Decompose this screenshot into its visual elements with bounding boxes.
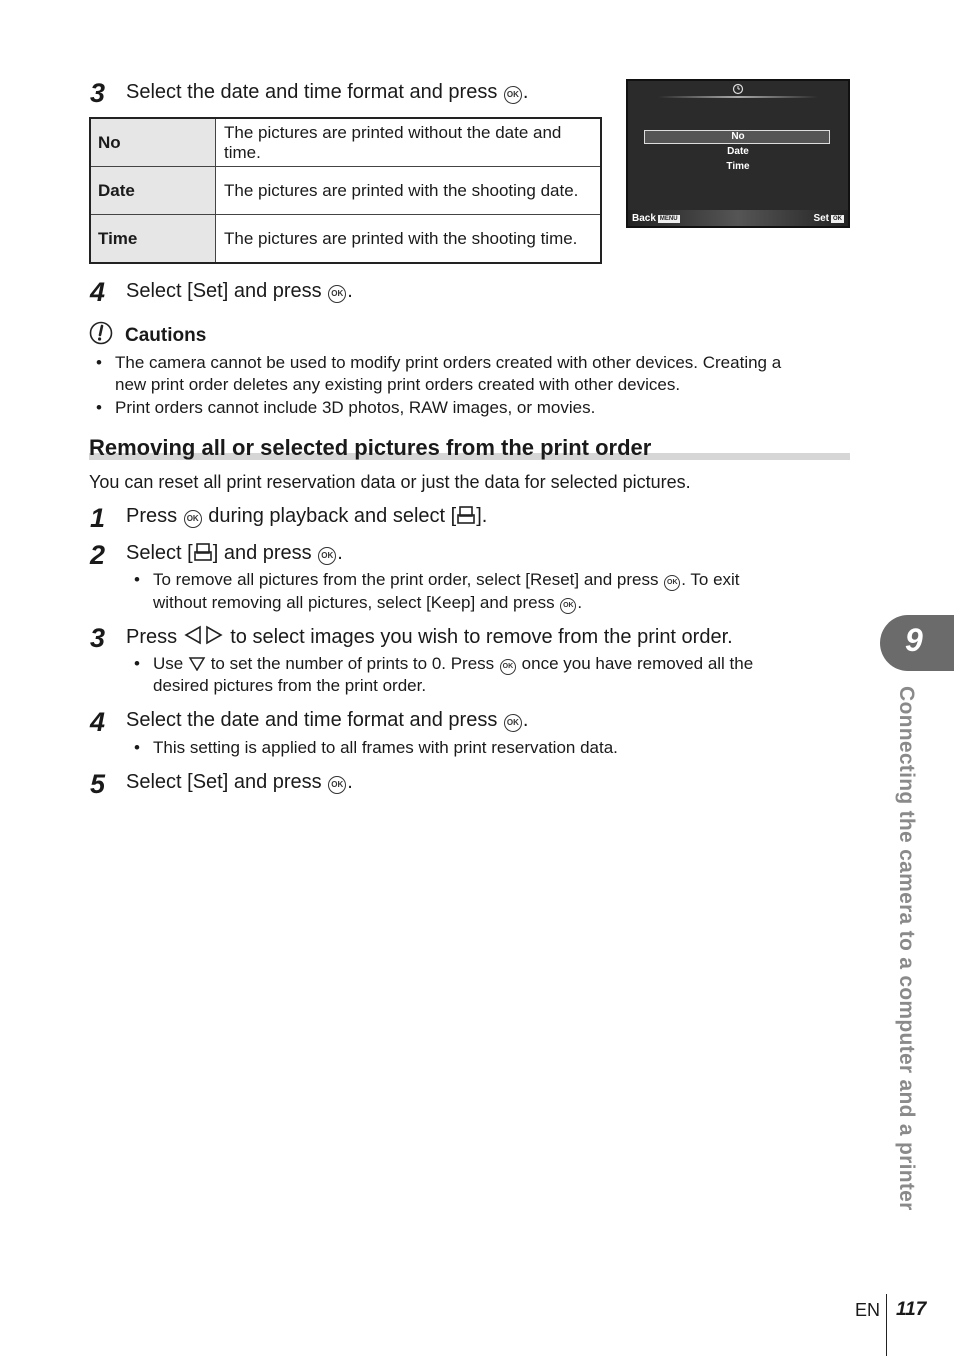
step-label: ] and press — [212, 542, 312, 564]
bullet-text: Use to set the number of prints to 0. Press OK once you have removed all the — [153, 654, 754, 673]
ok-button-icon: OK — [664, 575, 680, 591]
screen-option: Time — [726, 161, 750, 172]
bullet-dot: • — [134, 570, 140, 589]
step-label: Press — [126, 626, 178, 648]
step-label: Select [Set] and press — [126, 280, 322, 302]
ok-button-icon: OK — [184, 510, 202, 528]
screen-option: Date — [727, 146, 749, 157]
step-text: Select [Set] and press OK . — [126, 280, 353, 302]
cautions-title: Cautions — [125, 325, 207, 346]
bullet-text: This setting is applied to all frames with print reservation data. — [153, 738, 618, 757]
table-row — [90, 118, 601, 167]
bullet-dot: • — [134, 738, 140, 757]
footer-divider — [886, 1294, 887, 1356]
left-right-arrows-icon — [183, 625, 225, 645]
step-text: Select [ ] and press OK . — [126, 542, 343, 564]
menu-tag: MENU — [659, 216, 678, 222]
footer-lang: EN — [855, 1300, 881, 1320]
bullet-dot: • — [134, 654, 140, 673]
step-number: 5 — [90, 769, 106, 799]
screen-option: No — [731, 131, 745, 142]
step-label: Select the date and time format and press — [126, 709, 498, 731]
ok-button-icon: OK — [504, 714, 522, 732]
screen-divider — [658, 96, 818, 98]
table-desc: The pictures are printed with the shooting date. — [216, 167, 602, 215]
caution-icon — [89, 321, 115, 347]
print-order-icon — [193, 542, 213, 562]
caution-text: Print orders cannot include 3D photos, RAW images, or movies. — [115, 398, 596, 417]
table-key: No — [90, 118, 216, 167]
chapter-number: 9 — [905, 622, 923, 658]
page-number: 117 — [896, 1299, 927, 1320]
camera-screen — [626, 79, 850, 228]
step-text: Select the date and time format and press OK . — [126, 81, 529, 103]
table-desc: The pictures are printed with the shooting time. — [216, 215, 602, 264]
down-arrow-icon — [188, 655, 206, 671]
table-desc: The pictures are printed without the date and time. — [216, 118, 602, 167]
bullet-text: To remove all pictures from the print order, select [Reset] and press OK . To exit — [153, 570, 740, 589]
step-label: Press — [126, 505, 178, 527]
ok-button-icon: OK — [328, 776, 346, 794]
step-number: 2 — [90, 540, 106, 570]
step-number: 1 — [90, 503, 106, 533]
bullet-text: without removing all pictures, select [Keep] and press OK . — [153, 593, 583, 612]
screen-back: Back MENU — [632, 213, 678, 224]
screen-set: Set OK — [813, 213, 842, 224]
step-label: Select [ — [126, 542, 193, 564]
ok-button-icon: OK — [560, 598, 576, 614]
table-key: Time — [90, 215, 216, 264]
step-text — [126, 625, 733, 649]
bullet-dot: • — [96, 398, 102, 417]
table-key: Date — [90, 167, 216, 215]
table-row — [90, 167, 601, 215]
step-label: during playback and select [ — [208, 505, 457, 527]
ok-tag: OK — [833, 216, 842, 222]
step-label: ]. — [476, 505, 488, 527]
bullet-text: desired pictures from the print order. — [153, 676, 427, 695]
bullet-dot: • — [96, 353, 102, 372]
step-text: Select [Set] and press OK . — [126, 771, 353, 793]
caution-text: The camera cannot be used to modify print orders created with other devices. Creating a — [115, 353, 782, 372]
ok-button-icon: OK — [318, 547, 336, 565]
table-row — [90, 215, 601, 264]
format-table — [89, 117, 602, 264]
clock-icon — [732, 83, 744, 95]
ok-button-icon: OK — [328, 285, 346, 303]
step-number: 4 — [90, 707, 106, 737]
step-number: 3 — [90, 78, 106, 108]
caution-text: new print order deletes any existing print orders created with other devices. — [115, 375, 681, 394]
step-number: 3 — [90, 623, 106, 653]
section-title: Removing all or selected pictures from the print order — [89, 435, 652, 460]
ok-button-icon: OK — [504, 86, 522, 104]
step-number: 4 — [90, 277, 106, 307]
section-intro: You can reset all print reservation data or just the data for selected pictures. — [89, 472, 691, 492]
chapter-title: Connecting the camera to a computer and a printer — [895, 686, 918, 1211]
print-order-icon — [456, 505, 476, 525]
step-text — [126, 505, 487, 528]
ok-button-icon: OK — [500, 659, 516, 675]
step-text: Select the date and time format and press OK . — [126, 709, 529, 731]
step-label: Select the date and time format and press — [126, 81, 498, 103]
step-label: to select images you wish to remove from the print order. — [230, 626, 733, 648]
step-label: Select [Set] and press — [126, 771, 322, 793]
